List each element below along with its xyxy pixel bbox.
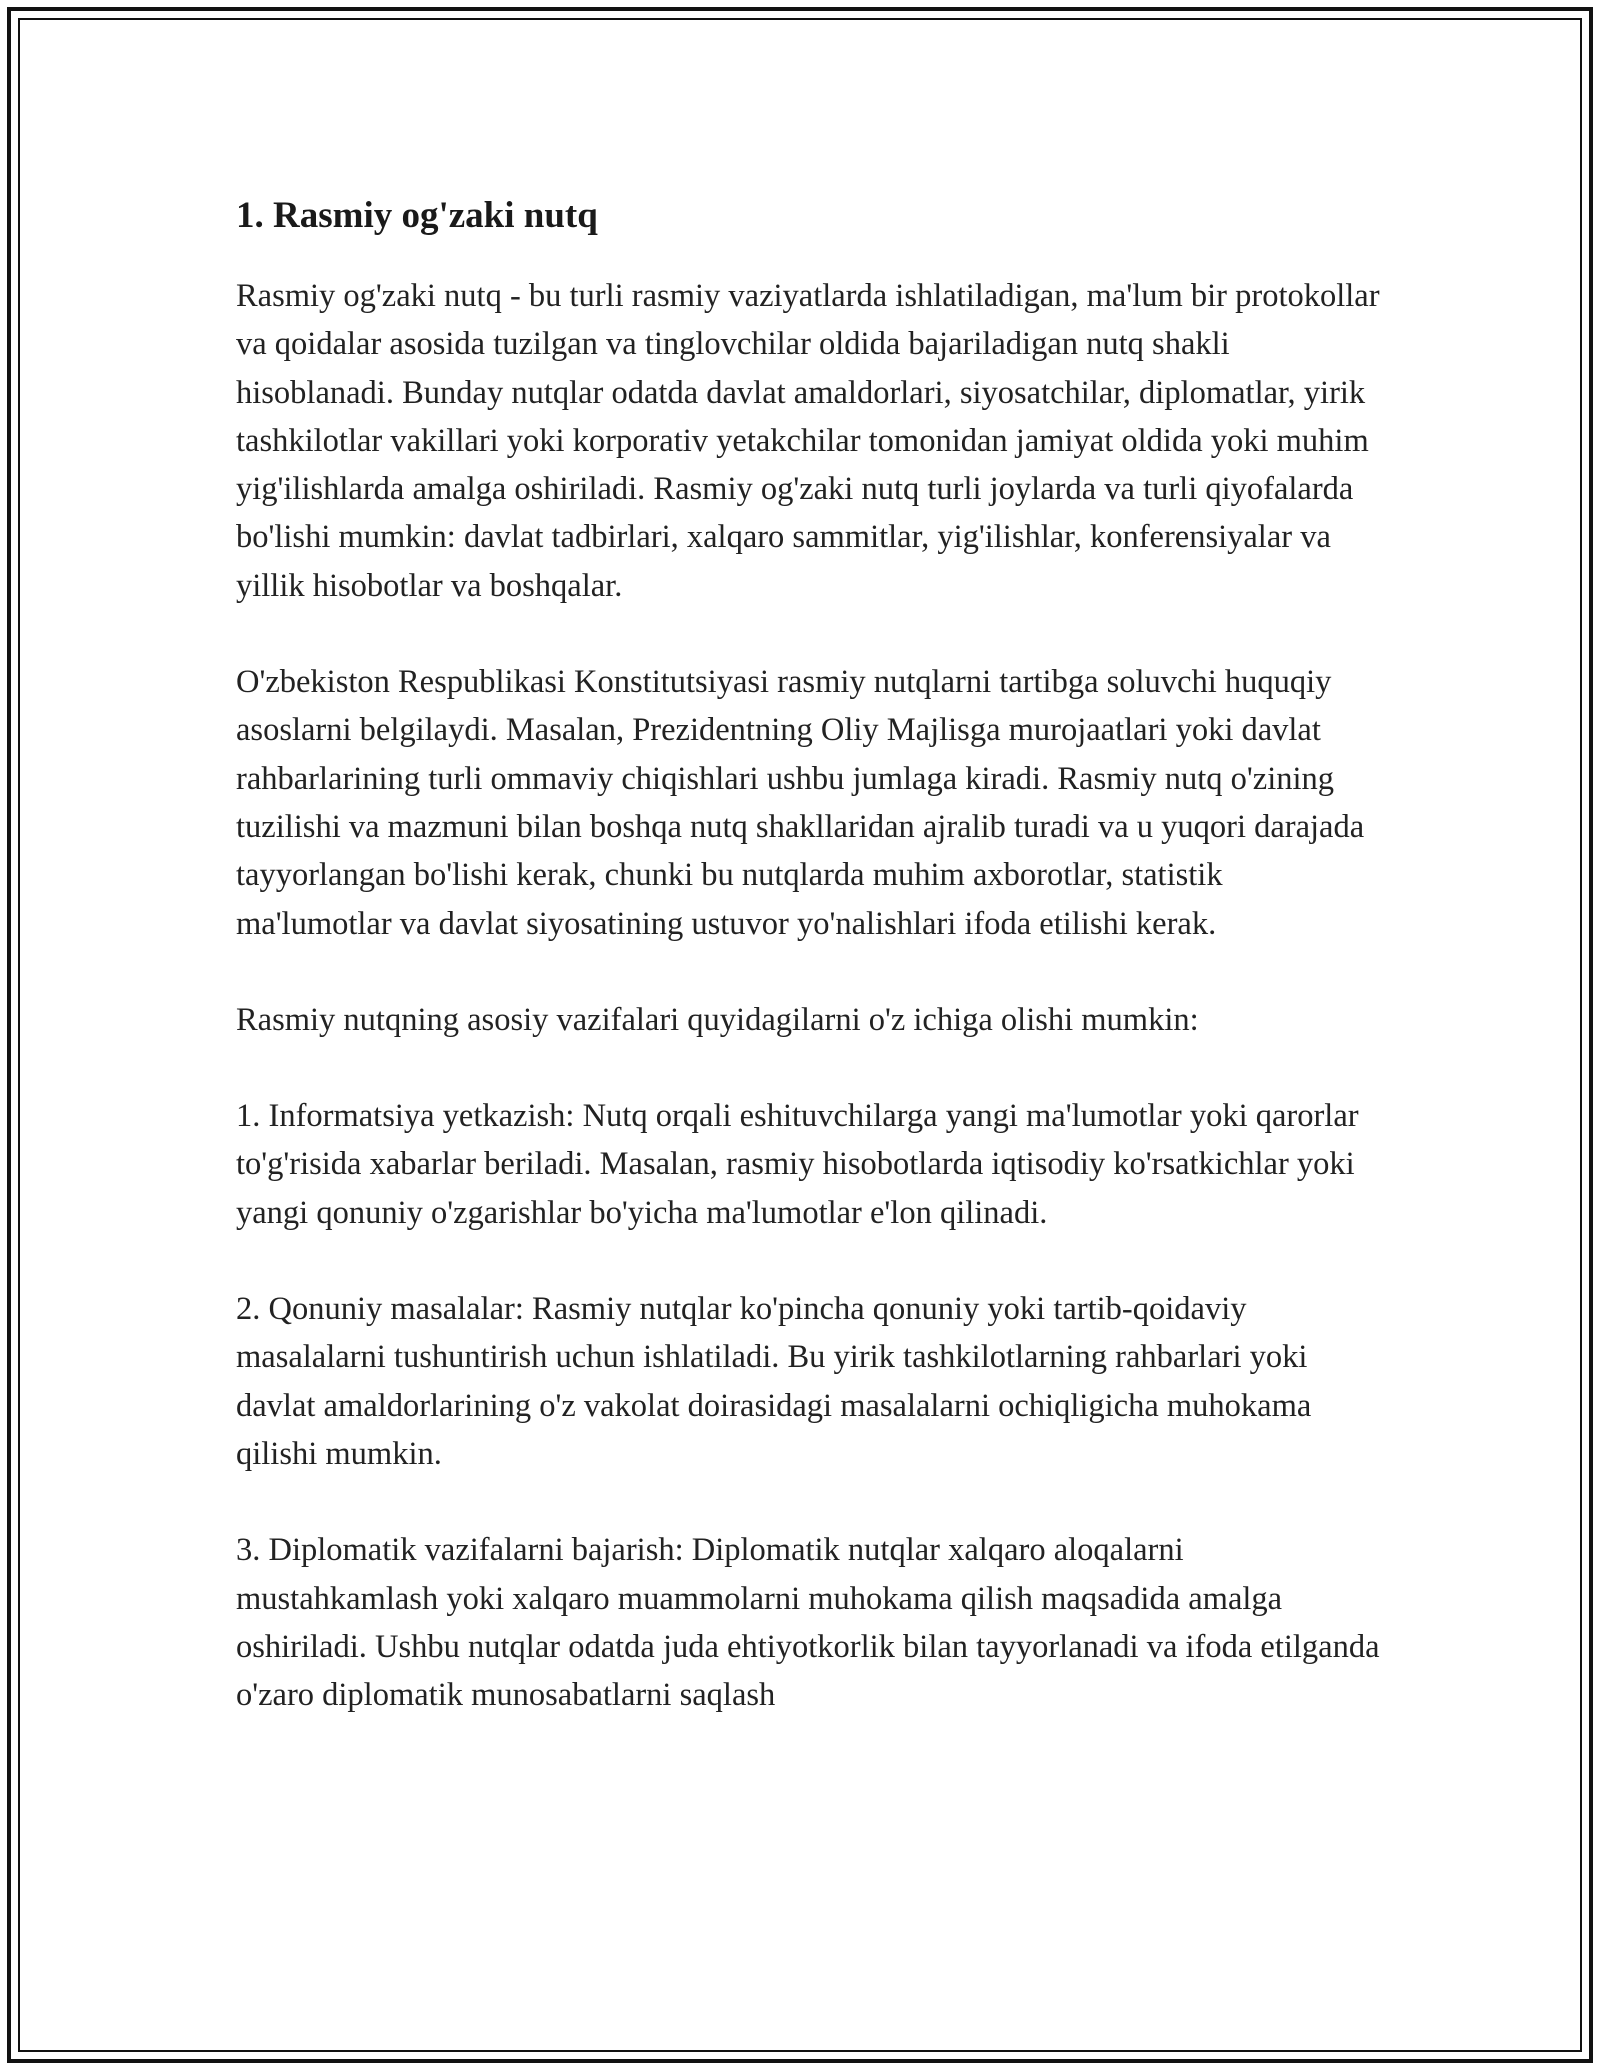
- paragraph-functions-intro: Rasmiy nutqning asosiy vazifalari quyidagilarni o'z ichiga olishi mumkin:: [236, 1001, 1199, 1038]
- list-item-legal: 2. Qonuniy masalalar: Rasmiy nutqlar ko'pincha qonuniy yoki tartib-qoidaviy masalalarni tushuntirish uchun ishlatiladi. Bu yirik tashkilotlarning rahbarlari yoki davlat amaldorlarining o'z vakolat doirasidagi masalalarni ochiqligicha muhokama qilishi mumkin.: [236, 1291, 1312, 1472]
- list-item-diplomatic: 3. Diplomatik vazifalarni bajarish: Diplomatik nutqlar xalqaro aloqalarni mustahkamlash yoki xalqaro muammolarni muhokama qilish maqsadida amalga oshiriladi. Ushbu nutqlar odatda juda ehtiyotkorlik bilan tayyorlanadi va ifoda etilganda o'zaro diplomatik munosabatlarni saqlash: [236, 1532, 1380, 1714]
- document-body: [236, 190, 1386, 1767]
- section-heading: 1. Rasmiy og'zaki nutq: [236, 195, 598, 236]
- paragraph-intro: Rasmiy og'zaki nutq - bu turli rasmiy vaziyatlarda ishlatiladigan, ma'lum bir protokollar va qoidalar asosida tuzilgan va tinglovchilar oldida bajariladigan nutq shakli hisoblanadi. Bunday nutqlar odatda davlat amaldorlari, siyosatchilar, diplomatlar, yirik tashkilotlar vakillari yoki korporativ yetakchilar tomonidan jamiyat oldida yoki muhim yig'ilishlarda amalga oshiriladi. Rasmiy og'zaki nutq turli joylarda va turli qiyofalarda bo'lishi mumkin: davlat tadbirlari, xalqaro sammitlar, yig'ilishlar, konferensiyalar va yillik hisobotlar va boshqalar.: [236, 278, 1380, 604]
- paragraph-constitution: O'zbekiston Respublikasi Konstitutsiyasi rasmiy nutqlarni tartibga soluvchi huquqiy asoslarni belgilaydi. Masalan, Prezidentning Oliy Majlisga murojaatlari yoki davlat rahbarlarining turli ommaviy chiqishlari ushbu jumlaga kiradi. Rasmiy nutq o'zining tuzilishi va mazmuni bilan boshqa nutq shakllaridan ajralib turadi va u yuqori darajada tayyorlangan bo'lishi kerak, chunki bu nutqlarda muhim axborotlar, statistik ma'lumotlar va davlat siyosatining ustuvor yo'nalishlari ifoda etilishi kerak.: [236, 664, 1365, 942]
- list-item-information: 1. Informatsiya yetkazish: Nutq orqali eshituvchilarga yangi ma'lumotlar yoki qarorlar to'g'risida xabarlar beriladi. Masalan, rasmiy hisobotlarda iqtisodiy ko'rsatkichlar yoki yangi qonuniy o'zgarishlar bo'yicha ma'lumotlar e'lon qilinadi.: [236, 1098, 1359, 1231]
